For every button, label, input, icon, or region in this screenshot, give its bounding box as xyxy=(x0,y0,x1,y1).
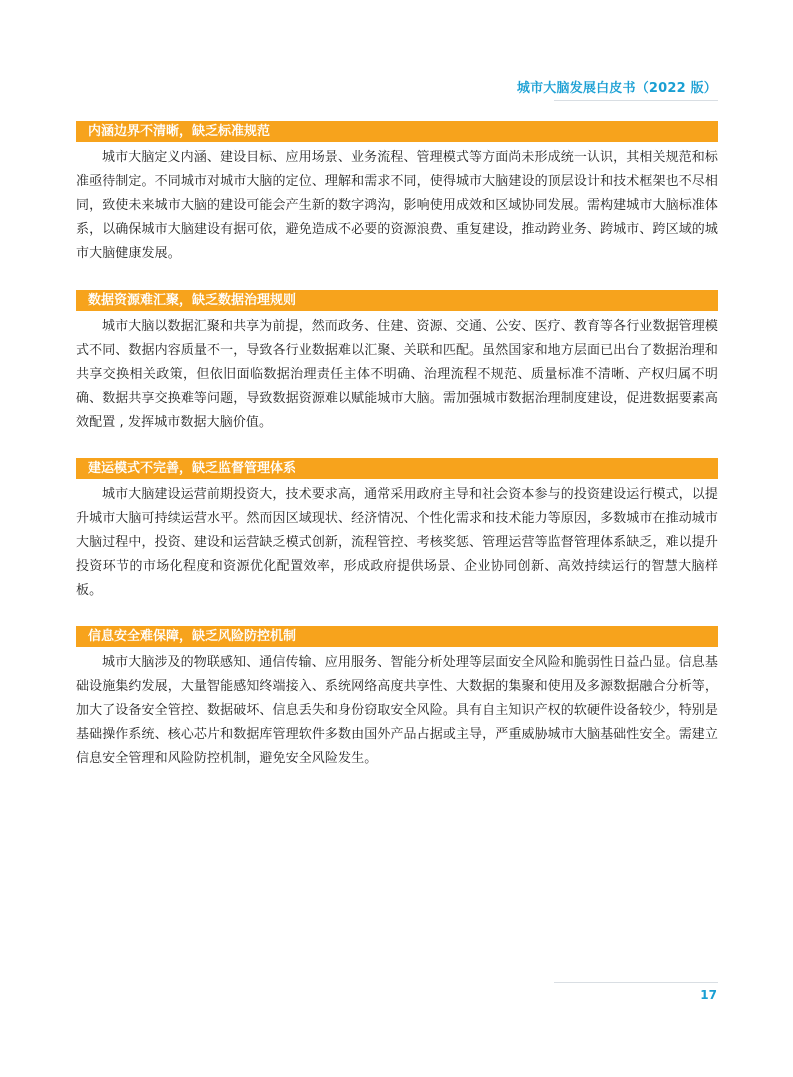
section-heading: 数据资源难汇聚，缺乏数据治理规则 xyxy=(76,290,718,311)
page-number: 17 xyxy=(700,988,717,1002)
document-title: 城市大脑发展白皮书（2022 版） xyxy=(516,81,717,96)
section-heading: 信息安全难保障，缺乏风险防控机制 xyxy=(76,626,718,647)
section-heading: 建运模式不完善，缺乏监督管理体系 xyxy=(76,458,718,479)
section-content-boundary xyxy=(76,121,718,266)
section-paragraph: 城市大脑涉及的物联感知、通信传输、应用服务、智能分析处理等层面安全风险和脆弱性日益凸显。信息基础设施集约发展，大量智能感知终端接入、系统网络高度共享性、大数据的集聚和使用及多源数据融合分析等，加大了设备安全管控、数据破坏、信息丢失和身份窃取安全风险。具有自主知识产权的软硬件设备较少，特别是基础操作系统、核心芯片和数据库管理软件多数由国外产品占据或主导，严重威胁城市大脑基础性安全。需建立信息安全管理和风险防控机制，避免安全风险发生。 xyxy=(76,655,718,766)
section-operation-mode xyxy=(76,458,718,603)
section-paragraph: 城市大脑定义内涵、建设目标、应用场景、业务流程、管理模式等方面尚未形成统一认识，其相关规范和标准亟待制定。不同城市对城市大脑的定位、理解和需求不同，使得城市大脑建设的顶层设计和技术框架也不尽相同，致使未来城市大脑的建设可能会产生新的数字鸿沟，影响使用成效和区域协同发展。需构建城市大脑标准体系，以确保城市大脑建设有据可依，避免造成不必要的资源浪费、重复建设，推动跨业务、跨城市、跨区域的城市大脑健康发展。 xyxy=(76,150,718,261)
footer-divider xyxy=(554,982,718,983)
section-information-security xyxy=(76,626,718,771)
section-data-resources xyxy=(76,290,718,435)
section-paragraph: 城市大脑以数据汇聚和共享为前提，然而政务、住建、资源、交通、公安、医疗、教育等各行业数据管理模式不同、数据内容质量不一，导致各行业数据难以汇聚、关联和匹配。虽然国家和地方层面已出台了数据治理和共享交换相关政策，但依旧面临数据治理责任主体不明确、治理流程不规范、质量标准不清晰、产权归属不明确、数据共享交换难等问题，导致数据资源难以赋能城市大脑。需加强城市数据治理制度建设，促进数据要素高效配置 , 发挥城市数据大脑价值。 xyxy=(76,319,718,430)
header-divider xyxy=(554,100,718,101)
section-paragraph: 城市大脑建设运营前期投资大，技术要求高，通常采用政府主导和社会资本参与的投资建设运行模式，以提升城市大脑可持续运营水平。然而因区域现状、经济情况、个性化需求和技术能力等原因，多数城市在推动城市大脑过程中，投资、建设和运营缺乏模式创新，流程管控、考核奖惩、管理运营等监督管理体系缺乏，难以提升投资环节的市场化程度和资源优化配置效率，形成政府提供场景、企业协同创新、高效持续运行的智慧大脑样板。 xyxy=(76,487,718,598)
section-heading: 内涵边界不清晰，缺乏标准规范 xyxy=(76,121,718,142)
